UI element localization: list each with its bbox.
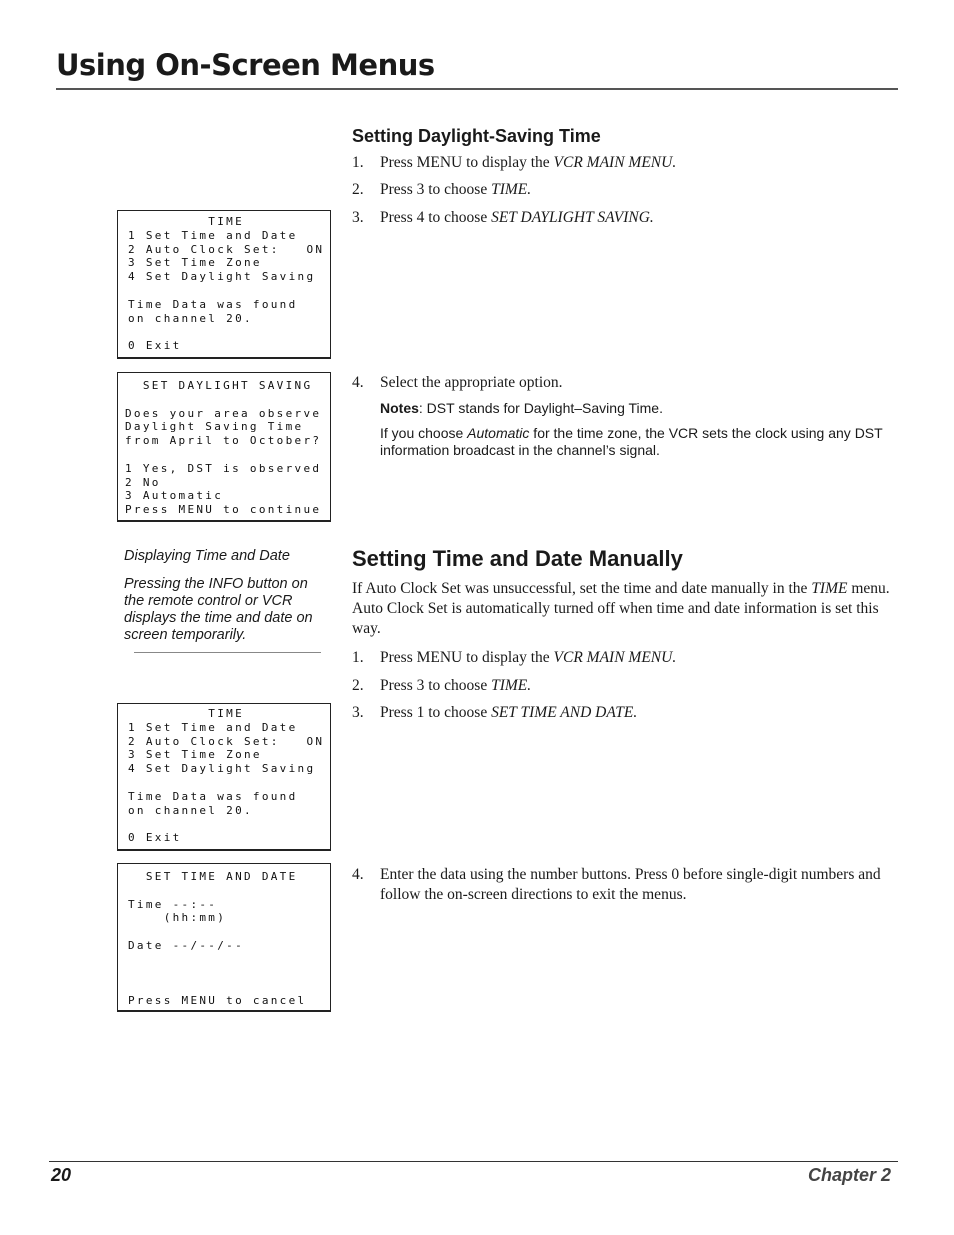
step-number: 4. [352, 374, 364, 391]
dst-step-2 [352, 180, 897, 200]
screen-line: TIME [128, 707, 244, 720]
step-menu-name: VCR MAIN MENU. [553, 649, 677, 666]
screen-line: 4 Set Daylight Saving [128, 270, 316, 284]
step-text: Select the appropriate option. [380, 374, 563, 391]
dst-note-2 [380, 425, 890, 459]
screen-line: Date --/--/-- [128, 938, 244, 952]
screen-line [128, 925, 330, 939]
screen-line: Time Data was found [128, 297, 298, 311]
step-text: Press 3 to choose [380, 677, 492, 694]
step-number: 1. [352, 154, 364, 171]
manual-step-2 [352, 676, 897, 696]
screen-line: 3 Automatic [125, 489, 224, 503]
intro-text: menu. Auto Clock Set is automatically turned off when time and date information is set this way. [352, 580, 890, 637]
notes-text: : DST stands for Daylight–Saving Time. [418, 400, 663, 416]
dst-menu-screen [117, 372, 331, 522]
screen-line [125, 393, 330, 407]
dst-note-1 [380, 400, 897, 417]
sidebar-body: Pressing the INFO button on the remote control or VCR displays the time and date on screen temporarily. [124, 576, 313, 643]
note-text: If you choose [380, 425, 468, 441]
step-menu-name: TIME. [491, 677, 532, 694]
screen-line [128, 884, 330, 898]
set-time-date-screen [117, 863, 331, 1012]
screen-line [128, 967, 330, 981]
sidebar-title: Displaying Time and Date [124, 548, 290, 564]
screen-line [128, 980, 330, 994]
intro-menu-name: TIME [811, 580, 848, 597]
screen-line: Press MENU to continue [125, 503, 322, 517]
dst-step-1 [352, 153, 897, 173]
manual-step-3 [352, 703, 897, 723]
step-menu-name: SET TIME AND DATE. [491, 704, 638, 721]
screen-line [125, 448, 330, 462]
screen-line [128, 953, 330, 967]
screen-line: Time --:-- [128, 897, 218, 911]
screen-line [128, 817, 330, 831]
screen-line: 2 Auto Clock Set: ON [128, 734, 325, 748]
screen-line: 1 Set Time and Date [128, 228, 298, 242]
screen-line: 1 Set Time and Date [128, 720, 298, 734]
screen-line: Daylight Saving Time [125, 420, 304, 434]
manual-intro [352, 579, 897, 639]
screen-line: 0 Exit [128, 831, 182, 845]
title-divider [56, 88, 898, 90]
screen-line: Time Data was found [128, 789, 298, 803]
screen-line: Does your area observe [125, 406, 322, 420]
step-text: Press MENU to display the [380, 649, 554, 666]
screen-line: 4 Set Daylight Saving [128, 762, 316, 776]
step-menu-name: SET DAYLIGHT SAVING. [491, 209, 654, 226]
manual-step-1 [352, 648, 897, 668]
screen-line: 0 Exit [128, 339, 182, 353]
dst-heading: Setting Daylight-Saving Time [352, 126, 601, 146]
screen-line: TIME [128, 215, 244, 228]
step-text: Enter the data using the number buttons. Press 0 before single-digit numbers and follow the on-screen directions to exit the menus. [380, 866, 881, 903]
sidebar-divider [134, 652, 321, 653]
time-menu-screen [117, 703, 331, 851]
intro-text: If Auto Clock Set was unsuccessful, set the time and date manually in the [352, 580, 812, 597]
screen-line: 2 Auto Clock Set: ON [128, 242, 325, 256]
step-text: Press 4 to choose [380, 209, 492, 226]
step-text: Press 3 to choose [380, 181, 492, 198]
step-menu-name: TIME. [491, 181, 532, 198]
screen-line: 1 Yes, DST is observed [125, 461, 322, 475]
page-number: 20 [51, 1165, 72, 1185]
screen-line [128, 776, 330, 790]
step-text: Press 1 to choose [380, 704, 492, 721]
screen-line: on channel 20. [128, 311, 253, 325]
step-number: 1. [352, 649, 364, 666]
screen-line: Press MENU to cancel [128, 994, 307, 1008]
page-title: Using On-Screen Menus [56, 48, 435, 82]
step-menu-name: VCR MAIN MENU. [553, 154, 677, 171]
step-number: 4. [352, 866, 364, 883]
step-number: 3. [352, 704, 364, 721]
screen-line: SET TIME AND DATE [128, 870, 298, 883]
screen-line: on channel 20. [128, 803, 253, 817]
step-number: 3. [352, 209, 364, 226]
notes-label: Notes [380, 400, 419, 416]
footer-divider [49, 1161, 898, 1162]
step-number: 2. [352, 677, 364, 694]
screen-line: 2 No [125, 475, 161, 489]
screen-line [128, 325, 330, 339]
screen-line: (hh:mm) [128, 911, 227, 925]
note-text: for the time zone, the VCR sets the clock using any DST information broadcast in the channel’s signal. [380, 425, 883, 458]
note-emphasis: Automatic [467, 425, 530, 441]
screen-line: SET DAYLIGHT SAVING [125, 379, 313, 392]
screen-line: 3 Set Time Zone [128, 748, 262, 762]
screen-line: from April to October? [125, 434, 322, 448]
dst-step-3 [352, 208, 897, 228]
manual-heading: Setting Time and Date Manually [352, 546, 683, 571]
chapter-label: Chapter 2 [807, 1165, 891, 1185]
screen-line [128, 284, 330, 298]
step-number: 2. [352, 181, 364, 198]
dst-step-4 [352, 373, 897, 393]
screen-line: 3 Set Time Zone [128, 256, 262, 270]
step-text: Press MENU to display the [380, 154, 554, 171]
manual-step-4 [352, 865, 897, 905]
time-menu-screen [117, 210, 331, 359]
